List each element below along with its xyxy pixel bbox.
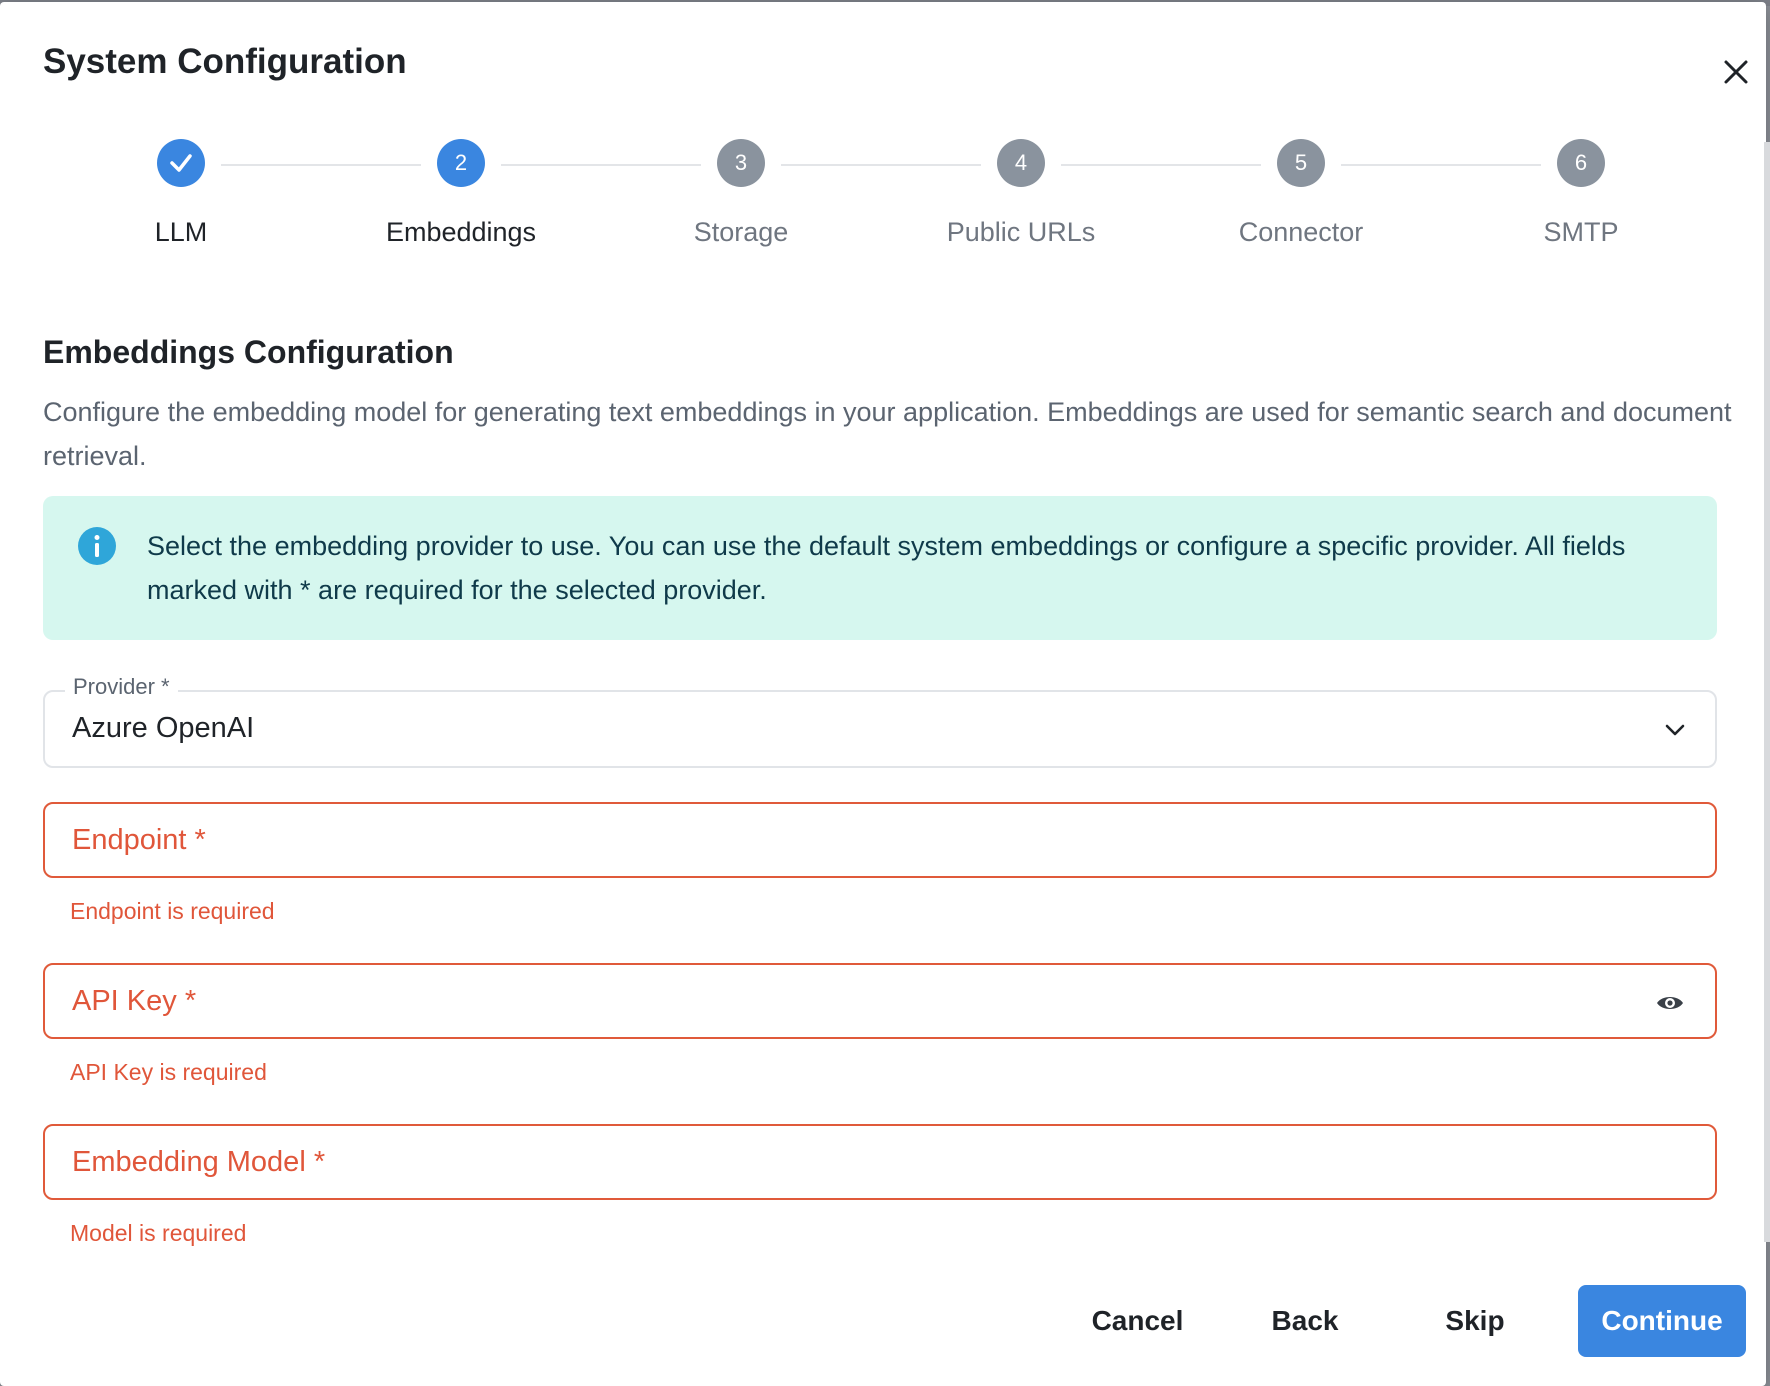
section-description: Configure the embedding model for generating text embeddings in your application. Embeddings are used for semantic search and document retrieval. [43,397,1732,471]
eye-icon[interactable] [1655,989,1685,1017]
stepper [0,2,1766,282]
step-storage[interactable] [621,139,861,248]
step-label: Connector [1238,217,1364,247]
provider-value: Azure OpenAI [72,712,255,744]
endpoint-label: Endpoint * [72,824,206,856]
step-number-circle: 3 [717,139,765,187]
step-number-circle: 4 [997,139,1045,187]
step-llm[interactable] [61,139,301,248]
continue-button[interactable]: Continue [1578,1285,1746,1357]
step-number-circle: 2 [437,139,485,187]
provider-select[interactable] [43,674,1717,768]
step-label: Public URLs [946,217,1096,247]
embedding-model-label: Embedding Model * [72,1146,326,1178]
endpoint-field[interactable] [43,802,1717,878]
api-key-label: API Key * [72,985,197,1017]
api-key-field[interactable] [43,963,1717,1039]
system-configuration-dialog [0,2,1766,1386]
provider-label: Provider * [65,674,178,700]
api-key-error: API Key is required [70,1059,267,1085]
embedding-model-field[interactable] [43,1124,1717,1200]
embedding-model-error: Model is required [70,1220,247,1246]
step-completed-circle [157,139,205,187]
skip-button[interactable]: Skip [1445,1305,1505,1336]
step-smtp[interactable] [1461,139,1701,248]
cancel-button[interactable]: Cancel [1091,1305,1184,1336]
info-alert [43,496,1717,640]
scrollbar[interactable] [1764,142,1770,1242]
checkmark-icon [167,149,195,177]
step-label: Storage [693,217,789,247]
alert-text: Select the embedding provider to use. You can use the default system embeddings or configure a specific provider. All fields marked with * are required for the selected provider. [147,531,1626,605]
dialog-title: System Configuration [43,42,407,81]
back-button[interactable]: Back [1271,1305,1339,1336]
info-icon [77,526,117,566]
step-label: Embeddings [385,217,537,247]
step-label: LLM [154,217,208,247]
step-label: SMTP [1543,217,1619,247]
step-number-circle: 6 [1557,139,1605,187]
step-embeddings[interactable] [341,139,581,248]
section-title: Embeddings Configuration [43,334,454,370]
step-number-circle: 5 [1277,139,1325,187]
step-public-urls[interactable] [901,139,1141,248]
chevron-down-icon [1661,716,1689,744]
step-connector[interactable] [1181,139,1421,248]
endpoint-error: Endpoint is required [70,898,275,924]
